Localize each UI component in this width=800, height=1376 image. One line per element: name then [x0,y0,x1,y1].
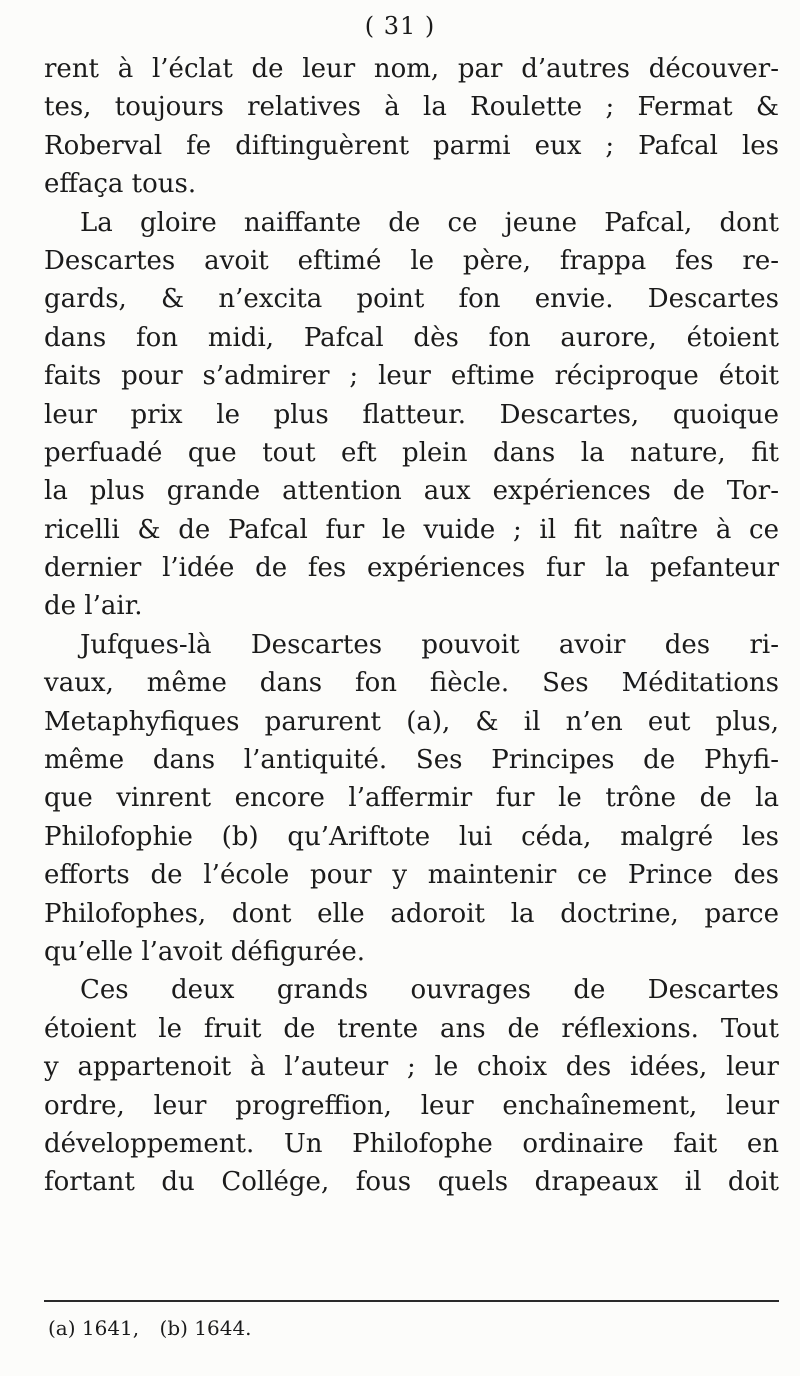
text-line: effaça tous. [44,169,197,200]
paragraph-start-line: Jufques-là Descartes pouvoit avoir des ri- [80,629,779,660]
text-line: leur prix le plus flatteur. Descartes, quoique [44,399,779,430]
paragraph-start-line: Ces deux grands ouvrages de Descartes [80,975,779,1006]
text-line: vaux, même dans fon fiècle. Ses Méditations [44,668,779,699]
text-line: ricelli & de Pafcal fur le vuide ; il fit naître à ce [44,514,779,545]
text-line: faits pour s’admirer ; leur eftime réciproque étoit [44,361,779,392]
footnote-rule [44,1300,779,1302]
text-line: Descartes avoit eftimé le père, frappa fes re- [44,245,779,276]
text-line: efforts de l’école pour y maintenir ce Prince des [44,860,779,891]
text-line: fortant du Collége, fous quels drapeaux il doit [44,1167,779,1198]
text-line: qu’elle l’avoit défigurée. [44,936,366,967]
text-line: rent à l’éclat de leur nom, par d’autres découver- [44,54,779,84]
paragraph-start-line: La gloire naiffante de ce jeune Pafcal, dont [80,207,779,238]
text-line: étoient le fruit de trente ans de réflexions. Tout [44,1013,779,1044]
text-line: même dans l’antiquité. Ses Principes de Phyfi- [44,745,779,776]
text-line: tes, toujours relatives à la Roulette ; Fermat & [44,92,779,123]
text-line: la plus grande attention aux expériences de Tor- [44,476,779,507]
text-line: perfuadé que tout eft plein dans la nature, fit [44,437,779,468]
footnote-b: (b) 1644. [159,1316,252,1340]
footnote-a: (a) 1641, [48,1316,140,1340]
text-line: que vinrent encore l’affermir fur le trône de la [44,783,779,814]
text-line: de l’air. [44,591,143,622]
text-line: développement. Un Philofophe ordinaire fait en [44,1128,779,1159]
page-number: ( 31 ) [364,12,436,40]
text-line: dernier l’idée de fes expériences fur la pefanteur [44,553,779,584]
text-line: Roberval fe diftinguèrent parmi eux ; Pafcal les [44,130,779,161]
text-line: ordre, leur progreffion, leur enchaînement, leur [44,1090,779,1121]
text-line: Metaphyfiques parurent (a), & il n’en eut plus, [44,706,779,737]
body-text [44,50,779,1202]
text-line: y appartenoit à l’auteur ; le choix des idées, leur [44,1052,779,1083]
text-line: dans fon midi, Pafcal dès fon aurore, étoient [44,322,779,353]
text-line: gards, & n’excita point fon envie. Descartes [44,284,779,315]
text-line: Philofophes, dont elle adoroit la doctrine, parce [44,898,779,929]
text-line: Philofophie (b) qu’Ariftote lui céda, malgré les [44,821,779,852]
footnotes [48,1315,266,1341]
